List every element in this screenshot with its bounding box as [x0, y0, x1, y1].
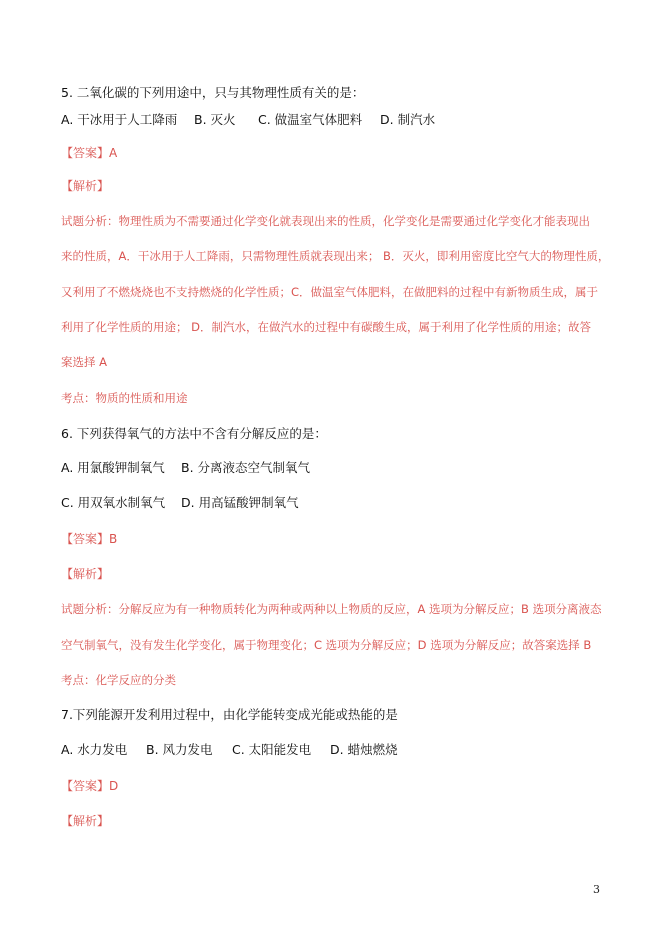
q5-analysis-line: 又利用了不燃烧烧也不支持燃烧的化学性质；C．做温室气体肥料，在做肥料的过程中有新物质生成，属于 [61, 285, 599, 299]
q7-option-d: D. 蜡烛燃烧 [330, 742, 398, 757]
q6-answer: 【答案】B [61, 532, 118, 546]
q5-option-c: C. 做温室气体肥料 [258, 112, 363, 127]
q6-option-a: A. 用氯酸钾制氧气 [61, 460, 165, 475]
q5-analysis-line: 利用了化学性质的用途； D．制汽水，在做汽水的过程中有碳酸生成，属于利用了化学性质的用途；故答 [61, 320, 592, 334]
q6-analysis-line: 空气制氧气，没有发生化学变化，属于物理变化；C 选项为分解反应；D 选项为分解反应；故答案选择 B [61, 638, 592, 652]
question-5-options [61, 112, 435, 128]
q7-option-b: B. 风力发电 [146, 742, 213, 757]
q5-option-d: D. 制汽水 [380, 112, 436, 127]
q6-kaodian: 考点：化学反应的分类 [61, 673, 176, 687]
q7-answer: 【答案】D [61, 779, 119, 793]
page-number: 3 [593, 883, 600, 896]
question-7-title: 7.下列能源开发利用过程中，由化学能转变成光能或热能的是 [61, 707, 398, 722]
q5-kaodian: 考点：物质的性质和用途 [61, 391, 188, 405]
question-7-options [61, 742, 398, 758]
q6-analysis-label: 【解析】 [61, 567, 110, 581]
q7-analysis-label: 【解析】 [61, 814, 110, 828]
q5-analysis-line: 案选择 A [61, 355, 108, 369]
q6-analysis-line: 试题分析：分解反应为有一种物质转化为两种或两种以上物质的反应，A 选项为分解反应；B 选项分离液态 [61, 602, 602, 616]
q6-option-b: B. 分离液态空气制氧气 [181, 460, 311, 475]
question-6-title: 6. 下列获得氧气的方法中不含有分解反应的是： [61, 426, 327, 441]
q5-analysis-line: 来的性质，A．干冰用于人工降雨，只需物理性质就表现出来； B．灭火，即利用密度比空气大的物理性质， [61, 249, 610, 263]
q7-option-a: A. 水力发电 [61, 742, 128, 757]
question-6-options-row1 [61, 460, 310, 476]
q6-option-c: C. 用双氧水制氧气 [61, 495, 166, 510]
q5-option-a: A. 干冰用于人工降雨 [61, 112, 178, 127]
q5-answer: 【答案】A [61, 146, 118, 160]
question-5-title: 5. 二氧化碳的下列用途中，只与其物理性质有关的是： [61, 85, 365, 100]
question-6-options-row2 [61, 495, 299, 511]
q5-analysis-label: 【解析】 [61, 179, 110, 193]
q7-option-c: C. 太阳能发电 [232, 742, 312, 757]
q6-option-d: D. 用高锰酸钾制氧气 [181, 495, 299, 510]
q5-analysis-line: 试题分析：物理性质为不需要通过化学变化就表现出来的性质，化学变化是需要通过化学变化才能表现出 [61, 214, 590, 228]
q5-option-b: B. 灭火 [194, 112, 236, 127]
